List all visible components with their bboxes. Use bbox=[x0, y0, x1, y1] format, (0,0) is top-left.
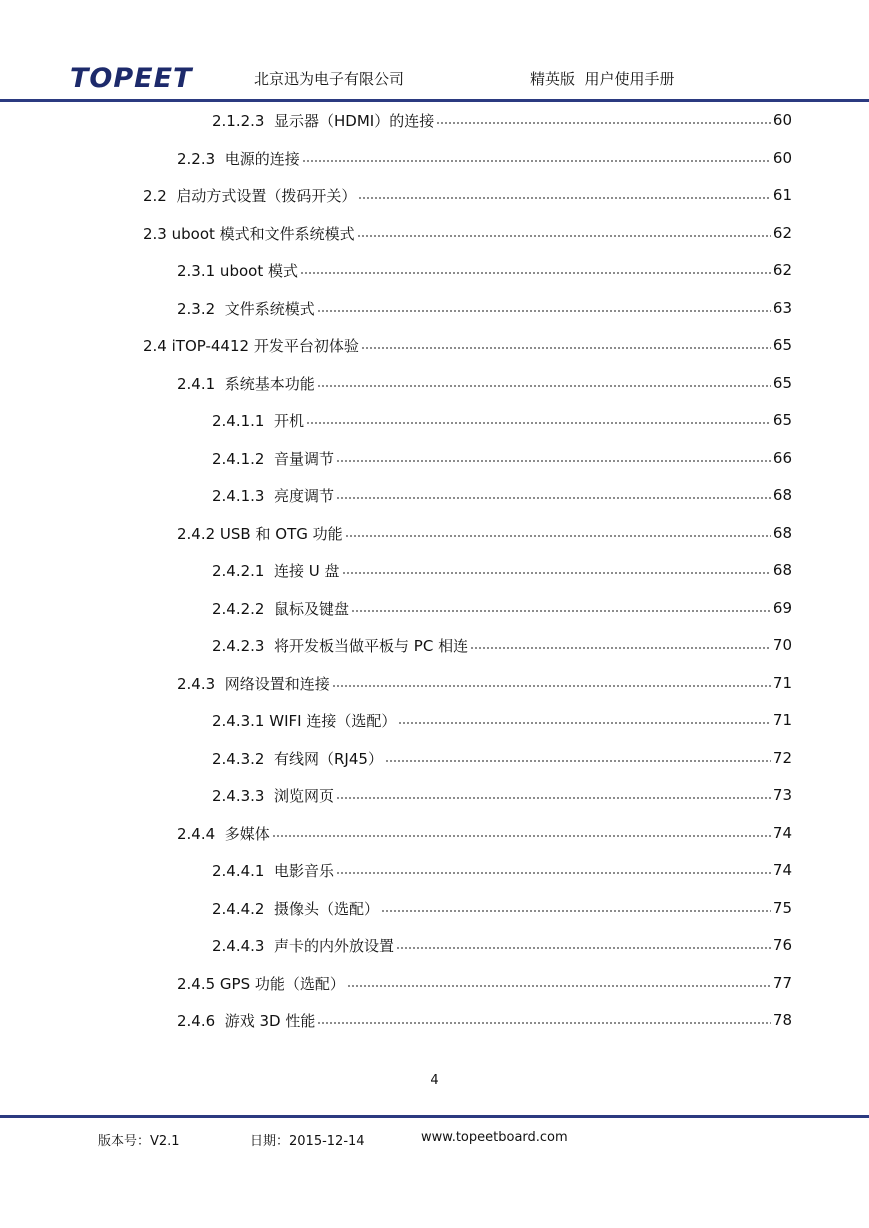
toc-entry[interactable] bbox=[212, 108, 792, 132]
toc-entry-page: 68 bbox=[772, 561, 792, 579]
toc-entry-title: 2.4.2.1 连接 U 盘 bbox=[212, 561, 340, 580]
toc-entry[interactable] bbox=[177, 258, 792, 282]
page-number: 4 bbox=[430, 1073, 439, 1088]
toc-dot-leader bbox=[272, 835, 771, 837]
toc-entry-page: 68 bbox=[772, 524, 792, 542]
toc-entry[interactable] bbox=[143, 221, 792, 245]
toc-entry-title: 2.4.3.3 浏览网页 bbox=[212, 786, 335, 805]
toc-dot-leader bbox=[302, 160, 771, 162]
toc-entry-page: 74 bbox=[772, 824, 792, 842]
toc-entry[interactable] bbox=[177, 521, 792, 545]
toc-dot-leader bbox=[470, 647, 771, 649]
toc-entry-page: 77 bbox=[772, 974, 792, 992]
toc-entry-title: 2.4.4.2 摄像头（选配） bbox=[212, 899, 380, 918]
toc-entry[interactable] bbox=[212, 633, 792, 657]
toc-entry-page: 71 bbox=[772, 711, 792, 729]
toc-entry[interactable] bbox=[143, 183, 792, 207]
toc-entry[interactable] bbox=[212, 933, 792, 957]
toc-entry-page: 68 bbox=[772, 486, 792, 504]
toc-entry[interactable] bbox=[177, 821, 792, 845]
toc-entry-title: 2.2.3 电源的连接 bbox=[177, 149, 300, 168]
toc-dot-leader bbox=[361, 347, 771, 349]
toc-dot-leader bbox=[398, 722, 771, 724]
company-name: 北京迅为电子有限公司 bbox=[254, 70, 405, 88]
topeet-logo: TOPEET bbox=[70, 63, 193, 94]
toc-entry-page: 65 bbox=[772, 374, 792, 392]
toc-dot-leader bbox=[317, 1022, 771, 1024]
toc-dot-leader bbox=[317, 385, 771, 387]
toc-dot-leader bbox=[300, 272, 771, 274]
header-divider bbox=[0, 99, 869, 102]
toc-entry-title: 2.4 iTOP-4412 开发平台初体验 bbox=[143, 336, 359, 355]
toc-entry[interactable] bbox=[177, 371, 792, 395]
toc-dot-leader bbox=[332, 685, 771, 687]
toc-dot-leader bbox=[317, 310, 771, 312]
document-title: 精英版 用户使用手册 bbox=[530, 70, 675, 88]
toc-entry[interactable] bbox=[212, 708, 792, 732]
footer-version: 版本号：V2.1 bbox=[98, 1134, 180, 1149]
toc-dot-leader bbox=[385, 760, 771, 762]
toc-entry[interactable] bbox=[177, 146, 792, 170]
toc-entry-title: 2.4.4.1 电影音乐 bbox=[212, 861, 335, 880]
toc-dot-leader bbox=[381, 910, 771, 912]
toc-entry-page: 71 bbox=[772, 674, 792, 692]
toc-dot-leader bbox=[436, 122, 771, 124]
toc-entry-page: 76 bbox=[772, 936, 792, 954]
toc-dot-leader bbox=[336, 460, 771, 462]
toc-entry-title: 2.4.4.3 声卡的内外放设置 bbox=[212, 936, 395, 955]
toc-entry[interactable] bbox=[212, 596, 792, 620]
toc-entry-title: 2.1.2.3 显示器（HDMI）的连接 bbox=[212, 111, 435, 130]
toc-dot-leader bbox=[358, 197, 771, 199]
toc-dot-leader bbox=[306, 422, 771, 424]
toc-dot-leader bbox=[345, 535, 771, 537]
toc-entry-page: 72 bbox=[772, 749, 792, 767]
toc-entry-title: 2.3.1 uboot 模式 bbox=[177, 261, 298, 280]
toc-entry-title: 2.4.2 USB 和 OTG 功能 bbox=[177, 524, 343, 543]
toc-entry[interactable] bbox=[212, 483, 792, 507]
toc-entry[interactable] bbox=[212, 746, 792, 770]
toc-entry-title: 2.4.5 GPS 功能（选配） bbox=[177, 974, 345, 993]
toc-entry[interactable] bbox=[212, 446, 792, 470]
toc-entry-page: 65 bbox=[772, 336, 792, 354]
toc-dot-leader bbox=[351, 610, 771, 612]
toc-entry-page: 61 bbox=[772, 186, 792, 204]
toc-entry[interactable] bbox=[212, 558, 792, 582]
toc-entry[interactable] bbox=[177, 296, 792, 320]
toc-entry-title: 2.2 启动方式设置（拨码开关） bbox=[143, 186, 357, 205]
toc-entry[interactable] bbox=[177, 971, 792, 995]
toc-entry[interactable] bbox=[212, 408, 792, 432]
footer-website: www.topeetboard.com bbox=[421, 1130, 568, 1145]
toc-entry-title: 2.4.1.1 开机 bbox=[212, 411, 305, 430]
toc-entry-title: 2.4.2.2 鼠标及键盘 bbox=[212, 599, 350, 618]
toc-entry-page: 62 bbox=[772, 261, 792, 279]
toc-dot-leader bbox=[336, 797, 771, 799]
toc-dot-leader bbox=[347, 985, 771, 987]
footer-date: 日期：2015-12-14 bbox=[250, 1134, 365, 1149]
toc-entry-page: 70 bbox=[772, 636, 792, 654]
toc-entry-title: 2.4.4 多媒体 bbox=[177, 824, 270, 843]
toc-dot-leader bbox=[342, 572, 771, 574]
toc-entry-page: 60 bbox=[772, 111, 792, 129]
toc-entry-page: 60 bbox=[772, 149, 792, 167]
toc-entry-title: 2.4.3.2 有线网（RJ45） bbox=[212, 749, 383, 768]
toc-entry-page: 66 bbox=[772, 449, 792, 467]
toc-entry[interactable] bbox=[143, 333, 792, 357]
toc-dot-leader bbox=[336, 497, 771, 499]
toc-entry-page: 63 bbox=[772, 299, 792, 317]
toc-entry[interactable] bbox=[212, 858, 792, 882]
toc-entry-title: 2.4.6 游戏 3D 性能 bbox=[177, 1011, 316, 1030]
toc-entry-title: 2.4.2.3 将开发板当做平板与 PC 相连 bbox=[212, 636, 469, 655]
toc-entry-page: 74 bbox=[772, 861, 792, 879]
toc-entry-page: 75 bbox=[772, 899, 792, 917]
toc-entry-title: 2.4.1.2 音量调节 bbox=[212, 449, 335, 468]
toc-entry-page: 73 bbox=[772, 786, 792, 804]
page-header bbox=[0, 0, 869, 110]
toc-entry-page: 65 bbox=[772, 411, 792, 429]
toc-entry-page: 78 bbox=[772, 1011, 792, 1029]
toc-entry-title: 2.4.3.1 WIFI 连接（选配） bbox=[212, 711, 397, 730]
toc-entry-title: 2.4.1.3 亮度调节 bbox=[212, 486, 335, 505]
toc-entry[interactable] bbox=[177, 1008, 792, 1032]
toc-entry-title: 2.4.1 系统基本功能 bbox=[177, 374, 315, 393]
footer-divider bbox=[0, 1115, 869, 1118]
toc-entry-title: 2.4.3 网络设置和连接 bbox=[177, 674, 330, 693]
toc-entry-title: 2.3.2 文件系统模式 bbox=[177, 299, 315, 318]
toc-entry-page: 62 bbox=[772, 224, 792, 242]
toc-entry[interactable] bbox=[177, 671, 792, 695]
toc-entry-title: 2.3 uboot 模式和文件系统模式 bbox=[143, 224, 355, 243]
toc-dot-leader bbox=[357, 235, 771, 237]
toc-dot-leader bbox=[396, 947, 771, 949]
toc-dot-leader bbox=[336, 872, 771, 874]
toc-entry[interactable] bbox=[212, 896, 792, 920]
toc-entry-page: 69 bbox=[772, 599, 792, 617]
toc-entry[interactable] bbox=[212, 783, 792, 807]
